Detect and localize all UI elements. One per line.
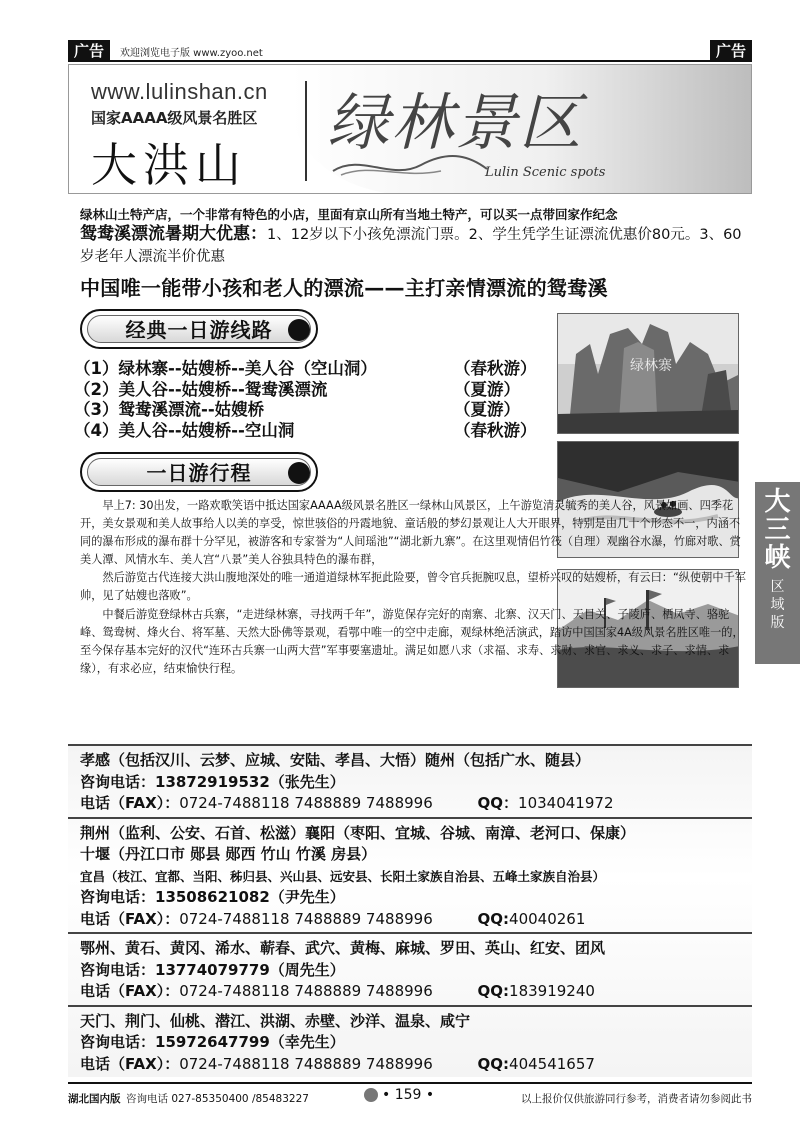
itinerary-paragraph: 中餐后游览登绿林古兵寨，“走进绿林寨，寻找两千年”，游览保存完好的南寨、北寨、汉天门、天目关、子陵庐、栖凤寺、骆驼峰、鸳鸯树、烽火台、将军墓、天然大卧佛等景观，看鄂中唯一的空中走廊，观绿林绝活演武，踏访中国国家4A级风景名胜区唯一的，至今保存基本完好的汉代“连环古兵寨一山两大营”军事要塞遗址。满足如愿八求（求福、求寿、求财、求官、求义、求子、求情、求缘），有求必应，结束愉快行程。 bbox=[80, 607, 744, 675]
contact-fax-line bbox=[80, 981, 740, 1003]
itinerary-paragraph: 然后游览古代连接大洪山腹地深处的唯一通道道绿林军扼此险要，曾令官兵扼腕叹息，望桥兴叹的姑嫂桥，有云曰：“纵使朝中千军帅，见了姑嫂也落败”。 bbox=[80, 571, 746, 603]
photo-lulin-fort bbox=[557, 313, 739, 434]
fax-label: 电话（FAX）： bbox=[80, 982, 180, 1000]
fax-label: 电话（FAX）： bbox=[80, 794, 180, 812]
slogan: 中国唯一能带小孩和老人的漂流——主打亲情漂流的鸳鸯溪 bbox=[80, 276, 608, 300]
route-item bbox=[74, 417, 552, 438]
contact-regions: 鄂州、黄石、黄冈、浠水、蕲春、武穴、黄梅、麻城、罗田、英山、红安、团风 bbox=[80, 939, 606, 957]
qq-number: 183919240 bbox=[509, 982, 595, 1000]
contact-block bbox=[68, 934, 752, 1007]
page-badge-icon bbox=[364, 1088, 378, 1102]
fax-label: 电话（FAX）： bbox=[80, 909, 180, 928]
pill-knob-right-icon bbox=[288, 462, 310, 484]
qq-label: QQ： bbox=[477, 794, 519, 812]
contact-regions: 荆州（监利、公安、石首、松滋）襄阳（枣阳、宜城、谷城、南漳、老河口、保康） bbox=[80, 823, 636, 842]
side-tab-title: 大 三 峡 bbox=[764, 487, 791, 573]
page-number: • 159 • bbox=[364, 1087, 434, 1103]
route-season: （春秋游） bbox=[454, 359, 537, 378]
brand-title: 绿林景区 bbox=[327, 86, 584, 159]
contact-regions: 孝感（包括汉川、云梦、应城、安陆、孝昌、大悟）随州（包括广水、随县） bbox=[80, 751, 591, 769]
classic-route-heading bbox=[80, 309, 318, 349]
fax-numbers: 0724-7488118 7488889 7488996 bbox=[179, 909, 433, 928]
contact-section bbox=[68, 744, 752, 1077]
qq-number: 1034041972 bbox=[518, 794, 614, 812]
route-text: （2）美人谷--姑嫂桥--鸳鸯溪漂流 bbox=[74, 379, 328, 399]
route-list bbox=[74, 355, 552, 440]
classic-route-label: 经典一日游线路 bbox=[87, 315, 311, 343]
route-season: （春秋游） bbox=[454, 420, 537, 440]
contact-fax-line bbox=[80, 1054, 740, 1076]
qq-label: QQ: bbox=[477, 982, 510, 1000]
qq-info bbox=[478, 981, 595, 1003]
route-season: （夏游） bbox=[454, 379, 520, 399]
promo-title: 鸳鸯溪漂流暑期大优惠： bbox=[80, 224, 267, 244]
itinerary-text bbox=[80, 497, 748, 678]
swirl-ornament-icon bbox=[331, 151, 491, 181]
top-bar bbox=[68, 40, 752, 62]
contact-phone: 咨询电话：13508621082（尹先生） bbox=[80, 888, 345, 906]
fax-label: 电话（FAX）： bbox=[80, 1054, 180, 1073]
contact-regions: 天门、荆门、仙桃、潜江、洪湖、赤壁、沙洋、温泉、咸宁 bbox=[80, 1011, 471, 1030]
route-item bbox=[74, 355, 552, 376]
route-text: （1）绿林寨--姑嫂桥--美人谷（空山洞） bbox=[74, 359, 377, 378]
ad-tag-right: 广告 bbox=[710, 40, 752, 62]
region-side-tab bbox=[755, 482, 800, 664]
day-itinerary-heading bbox=[80, 452, 318, 492]
day-itinerary-label: 一日游行程 bbox=[87, 458, 311, 486]
contact-fax-line bbox=[80, 909, 740, 931]
route-text: （3）鸳鸯溪漂流--姑嫂桥 bbox=[74, 400, 265, 419]
route-item bbox=[74, 396, 552, 417]
website-url[interactable]: www.lulinshan.cn bbox=[91, 79, 268, 104]
pill-knob-right-icon bbox=[288, 319, 310, 341]
qq-label: QQ: bbox=[477, 909, 510, 928]
contact-block bbox=[68, 819, 752, 935]
footer-phone: 咨询电话 027-85350400 /85483227 bbox=[126, 1093, 309, 1105]
contact-block bbox=[68, 1007, 752, 1078]
fax-numbers: 0724-7488118 7488889 7488996 bbox=[179, 794, 433, 812]
brand-english: Lulin Scenic spots bbox=[485, 165, 606, 180]
qq-label: QQ: bbox=[477, 1054, 510, 1073]
contact-phone: 咨询电话：15972647799（幸先生） bbox=[80, 1033, 345, 1051]
promo-details: 1、12岁以下小孩免漂流门票。2、学生凭学生证漂流优惠价80元。3、60岁老年人漂流半价优惠 bbox=[80, 227, 742, 265]
contact-regions: 宜昌（枝江、宜都、当阳、秭归县、兴山县、远安县、长阳土家族自治县、五峰土家族自治县） bbox=[80, 868, 606, 884]
itinerary-paragraph: 早上7: 30出发，一路欢歌笑语中抵达国家AAAA级风景名胜区一绿林山风景区，上午游览清灵毓秀的美人谷，风景如画、四季花开，美女景观和美人故事给人以美的享受，惊世骇俗的丹霞地貌、童话般的梦幻景观让人大开眼界，特别是由几十个形态不一，内涵不同的瀑布形成的瀑布群十分罕见，被游客和专家誉为“人间瑶池”“湖北新九寨”。在这里观情侣竹筏（自理）观幽谷水瀑，竹廊对歌、赏美人潭、风情水车、美人宫“八景”美人谷独具特色的瀑布群， bbox=[80, 499, 741, 567]
footer-note: 以上报价仅供旅游同行参考，消费者请勿参阅此书 bbox=[521, 1093, 752, 1105]
header-banner bbox=[68, 64, 752, 194]
contact-phone: 咨询电话：13872919532（张先生） bbox=[80, 772, 345, 791]
qq-info bbox=[478, 793, 614, 815]
side-tab-subtitle: 区 域 版 bbox=[770, 579, 785, 631]
qq-info bbox=[478, 1054, 595, 1076]
contact-regions: 十堰（丹江口市 郧县 郧西 竹山 竹溪 房县） bbox=[80, 845, 377, 863]
route-season: （夏游） bbox=[454, 400, 520, 419]
header-divider bbox=[305, 81, 307, 181]
contact-fax-line bbox=[80, 793, 740, 815]
scenic-grade: 国家AAAA级风景名胜区 bbox=[91, 109, 258, 127]
promo-text bbox=[80, 223, 746, 268]
qq-number: 404541657 bbox=[509, 1054, 595, 1073]
qq-info bbox=[478, 909, 586, 931]
rock-formation-image bbox=[558, 314, 739, 434]
route-text: （4）美人谷--姑嫂桥--空山洞 bbox=[74, 420, 295, 440]
contact-block bbox=[68, 744, 752, 819]
page-footer bbox=[68, 1082, 752, 1112]
welcome-text: 欢迎浏览电子版 www.zyoo.net bbox=[120, 48, 263, 59]
shop-line: 绿林山土特产店，一个非常有特色的小店，里面有京山所有当地土特产，可以买一点带回家作纪念 bbox=[80, 207, 618, 222]
route-item bbox=[74, 376, 552, 397]
ad-tag-left: 广告 bbox=[68, 40, 110, 62]
qq-number: 40040261 bbox=[509, 909, 586, 928]
photo-label: 绿林寨 bbox=[630, 358, 672, 374]
fax-numbers: 0724-7488118 7488889 7488996 bbox=[179, 1054, 433, 1073]
fax-numbers: 0724-7488118 7488889 7488996 bbox=[179, 982, 433, 1000]
contact-phone: 咨询电话：13774079779（周先生） bbox=[80, 960, 345, 979]
place-name: 大洪山 bbox=[91, 138, 247, 192]
edition-label: 湖北国内版 bbox=[68, 1093, 121, 1105]
